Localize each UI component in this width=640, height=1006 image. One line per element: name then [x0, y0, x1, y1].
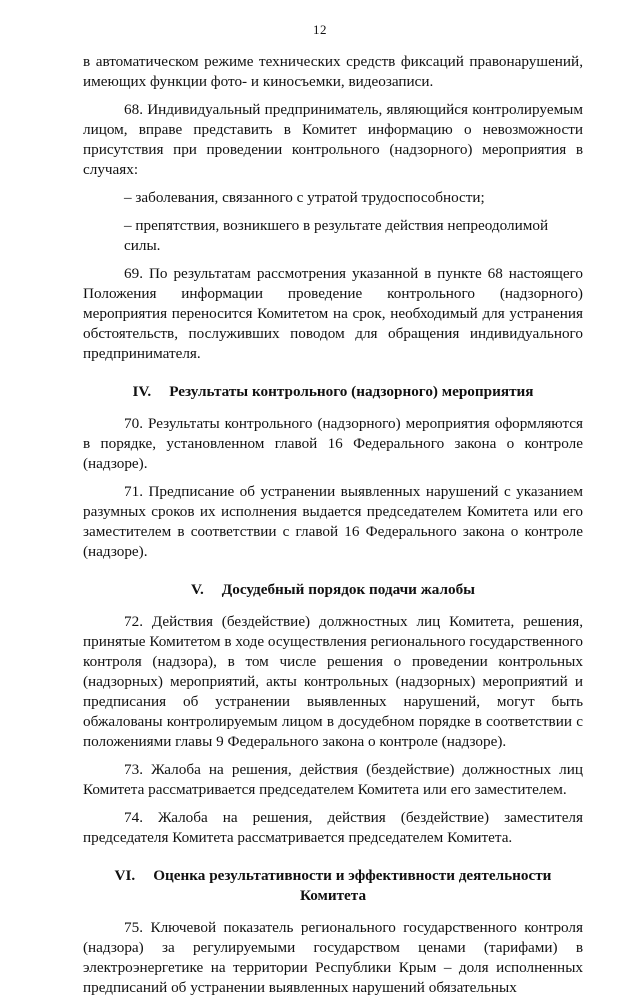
section-number: IV.: [132, 383, 152, 400]
document-body: [83, 52, 583, 1006]
section-heading-4: [83, 382, 583, 402]
section-title: Досудебный порядок подачи жалобы: [221, 581, 476, 598]
section-heading-5: [83, 580, 583, 600]
paragraph-70: 70. Результаты контрольного (надзорного) мероприятия оформляются в порядке, установленном главой 16 Федерального закона о контроле (надзоре).: [83, 415, 583, 472]
paragraph-69: 69. По результатам рассмотрения указанной в пункте 68 настоящего Положения информации проведение контрольного (надзорного) мероприятия переносится Комитетом на срок, необходимый для устранения обстоятельств, послуживших поводом для обращения индивидуального предпринимателя.: [83, 265, 583, 362]
section-heading-6: [83, 866, 583, 906]
paragraph-72: 72. Действия (бездействие) должностных лиц Комитета, решения, принятые Комитетом в ходе осуществления регионального государственного контроля (надзора), в том числе решения о проведении контрольных (надзорных) мероприятий, акты контрольных (надзорных) мероприятий и предписания об устранении выявленных нарушений, могут быть обжалованы контролируемым лицом в досудебном порядке в соответствии с положениями главы 9 Федерального закона о контроле (надзоре).: [83, 613, 583, 750]
paragraph-73: 73. Жалоба на решения, действия (бездействие) должностных лиц Комитета рассматривается председателем Комитета или его заместителем.: [83, 761, 583, 798]
paragraph-68: 68. Индивидуальный предприниматель, являющийся контролируемым лицом, вправе представить в Комитет информацию о невозможности присутствия при проведении контрольного (надзорного) мероприятия в случаях:: [83, 101, 583, 178]
section-number: V.: [190, 581, 204, 598]
paragraph-74: 74. Жалоба на решения, действия (бездействие) заместителя председателя Комитета рассматривается председателем Комитета.: [83, 809, 583, 846]
section-number: VI.: [114, 867, 136, 884]
section-title-line-1: Оценка результативности и эффективности деятельности: [153, 867, 552, 884]
paragraph-75: 75. Ключевой показатель регионального государственного контроля (надзора) за регулируемыми государством ценами (тарифами) в электроэнергетике на территории Республики Крым – доля исполненных предписаний об устранении выявленных нарушений обязательных: [83, 919, 583, 996]
paragraph-continuation: в автоматическом режиме технических средств фиксаций правонарушений, имеющих функции фото- и киносъемки, видеозаписи.: [83, 53, 583, 90]
list-item-force-majeure: – препятствия, возникшего в результате действия непреодолимой силы.: [124, 217, 549, 254]
page-number: 12: [313, 22, 327, 37]
paragraph-71: 71. Предписание об устранении выявленных нарушений с указанием разумных сроков их исполнения выдается председателем Комитета или его заместителем в соответствии с главой 16 Федерального закона о контроле (надзоре).: [83, 483, 583, 560]
section-title: Результаты контрольного (надзорного) мероприятия: [169, 383, 534, 400]
section-title-line-2: Комитета: [299, 887, 367, 904]
list-item-illness: – заболевания, связанного с утратой трудоспособности;: [124, 189, 485, 206]
